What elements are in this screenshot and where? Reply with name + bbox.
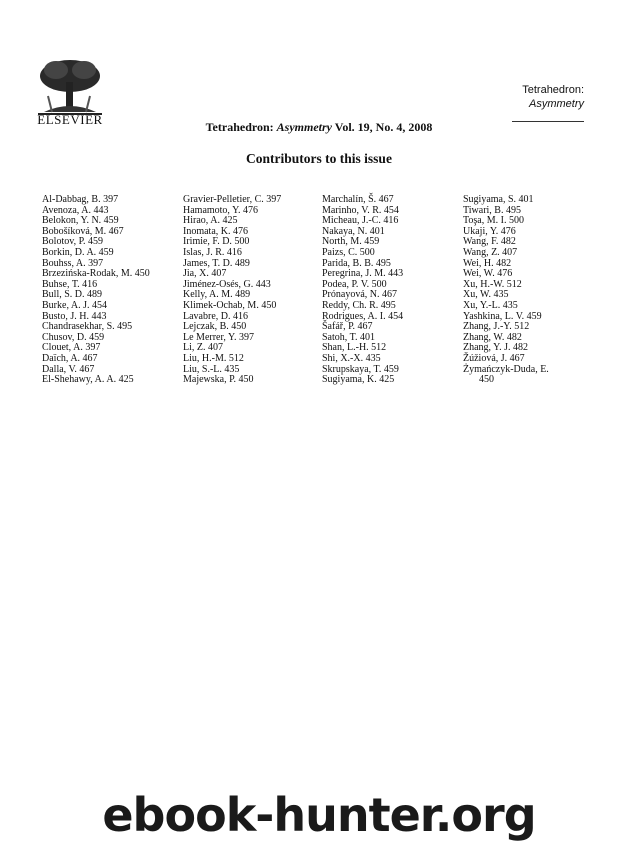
contributor-entry: Belokon, Y. N. 459 [42,215,119,227]
contributor-entry: Xu, H.-W. 512 [463,278,522,290]
contributor-entry: Wei, H. 482 [463,257,512,269]
contributor-entry: Daïch, A. 467 [42,352,98,364]
contributor-entry: Lavabre, D. 416 [183,310,248,322]
contributor-entry: Sugiyama, S. 401 [463,194,534,205]
contributor-entry: North, M. 459 [322,236,380,248]
contributor-entry: Prónayová, N. 467 [322,289,397,301]
issue-headline [0,120,638,135]
contributor-entry: Paizs, C. 500 [322,246,375,258]
contributor-entry: Gravier-Pelletier, C. 397 [183,194,282,205]
contributor-entry: Podea, P. V. 500 [322,278,387,290]
contributor-entry: Shi, X.-X. 435 [322,352,381,364]
contributor-entry: Marchalín, Š. 467 [322,194,394,205]
footer-watermark-brand: ebook-hunter.org [102,788,536,842]
contributor-entry: Lejczak, B. 450 [183,321,247,333]
contributor-entry: Avenoza, A. 443 [42,204,109,216]
contributor-entry: Brzezińska-Rodak, M. 450 [42,268,150,280]
contributor-entry: Wang, Z. 407 [463,246,518,258]
contributor-entry: Clouet, A. 397 [42,342,101,354]
contributor-entry: Xu, W. 435 [463,289,509,301]
contributor-entry: Sugiyama, K. 425 [322,374,395,386]
contributor-entry: Dalla, V. 467 [42,363,95,375]
headline-journal: Tetrahedron: [205,120,274,134]
contributor-entry: Wang, F. 482 [463,236,516,248]
contributor-entry: Micheau, J.-C. 416 [322,215,399,227]
contributor-entry: Rodrigues, A. I. 454 [322,310,404,322]
contributor-entry: Majewska, P. 450 [183,374,254,386]
contributor-entry: Wei, W. 476 [463,268,513,280]
contributor-entry: Liu, H.-M. 512 [183,352,244,364]
contributor-entry: El-Shehawy, A. A. 425 [42,374,134,386]
contributor-entry: Li, Z. 407 [183,342,223,354]
contributor-entry: Bull, S. D. 489 [42,289,103,301]
contributor-entry: Busto, J. H. 443 [42,310,107,322]
contributor-entry: James, T. D. 489 [183,257,250,269]
contributor-entry: Ukaji, Y. 476 [463,225,516,237]
contributor-entry: Žúžiová, J. 467 [463,352,525,364]
journal-mark [522,83,584,111]
contributor-entry: Zhang, J.-Y. 512 [463,321,530,333]
contributor-entry: Marinho, V. R. 454 [322,204,399,216]
contributor-entry: Buhse, T. 416 [42,278,98,290]
contributor-entry: Al-Dabbag, B. 397 [42,194,119,205]
journal-mark-line1: Tetrahedron: [522,84,584,96]
contributor-entry: Liu, S.-L. 435 [183,363,240,375]
contributor-entry: Chandrasekhar, S. 495 [42,321,133,333]
contributors-column-3 [322,195,403,386]
contributor-entry: Islas, J. R. 416 [183,246,242,258]
contributor-entry: Parida, B. B. 495 [322,257,391,269]
contributor-entry: 450 [479,374,494,386]
contributor-entry: Šafář, P. 467 [322,321,373,333]
section-title: Contributors to this issue [246,151,392,166]
contributors-column-2 [183,195,281,386]
contributors-column-1 [42,195,150,386]
headline-details: Vol. 19, No. 4, 2008 [334,120,433,134]
contributor-entry: Chusov, D. 459 [42,331,105,343]
contributor-entry: Nakaya, N. 401 [322,225,385,237]
contributor-entry: Hirao, A. 425 [183,215,238,227]
contributor-entry: Skrupskaya, T. 459 [322,363,399,375]
contributor-entry: Bolotov, P. 459 [42,236,104,248]
contributor-entry: Jiménez-Osés, G. 443 [183,278,271,290]
contributor-entry: Peregrina, J. M. 443 [322,268,404,280]
contributor-entry: Satoh, T. 401 [322,331,375,343]
contributor-entry: Żymańczyk-Duda, E. [463,363,549,375]
contributor-entry: Bouhss, A. 397 [42,257,104,269]
contributor-entry: Kelly, A. M. 489 [183,289,251,301]
contributor-entry: Yashkina, L. V. 459 [463,310,542,322]
contributor-entry: Jia, X. 407 [183,268,227,280]
contributor-entry: Tiwari, B. 495 [463,204,521,216]
contributor-entry: Shan, L.-H. 512 [322,342,387,354]
contributor-entry: Reddy, Ch. R. 495 [322,299,396,311]
contributor-entry: Zhang, Y. J. 482 [463,342,528,354]
contributor-entry: Hamamoto, Y. 476 [183,204,258,216]
headline-journal-italic: Asymmetry [276,120,332,134]
contributor-entry: Bobošíková, M. 467 [42,225,124,237]
contributor-entry: Irimie, F. D. 500 [183,236,250,248]
contributor-entry: Xu, Y.-L. 435 [463,299,518,311]
contributor-entry: Klimek-Ochab, M. 450 [183,299,277,311]
contributor-entry: Borkin, D. A. 459 [42,246,114,258]
contributor-entry: Le Merrer, Y. 397 [183,331,254,343]
contributors-column-4 [463,195,549,386]
contributor-entry: Toşa, M. I. 500 [463,215,524,227]
contributor-entry: Zhang, W. 482 [463,331,522,343]
journal-mark-line2: Asymmetry [529,98,584,110]
contributor-entry: Burke, A. J. 454 [42,299,107,311]
publisher-name: ELSEVIER [37,112,103,127]
contributor-entry: Inomata, K. 476 [183,225,248,237]
